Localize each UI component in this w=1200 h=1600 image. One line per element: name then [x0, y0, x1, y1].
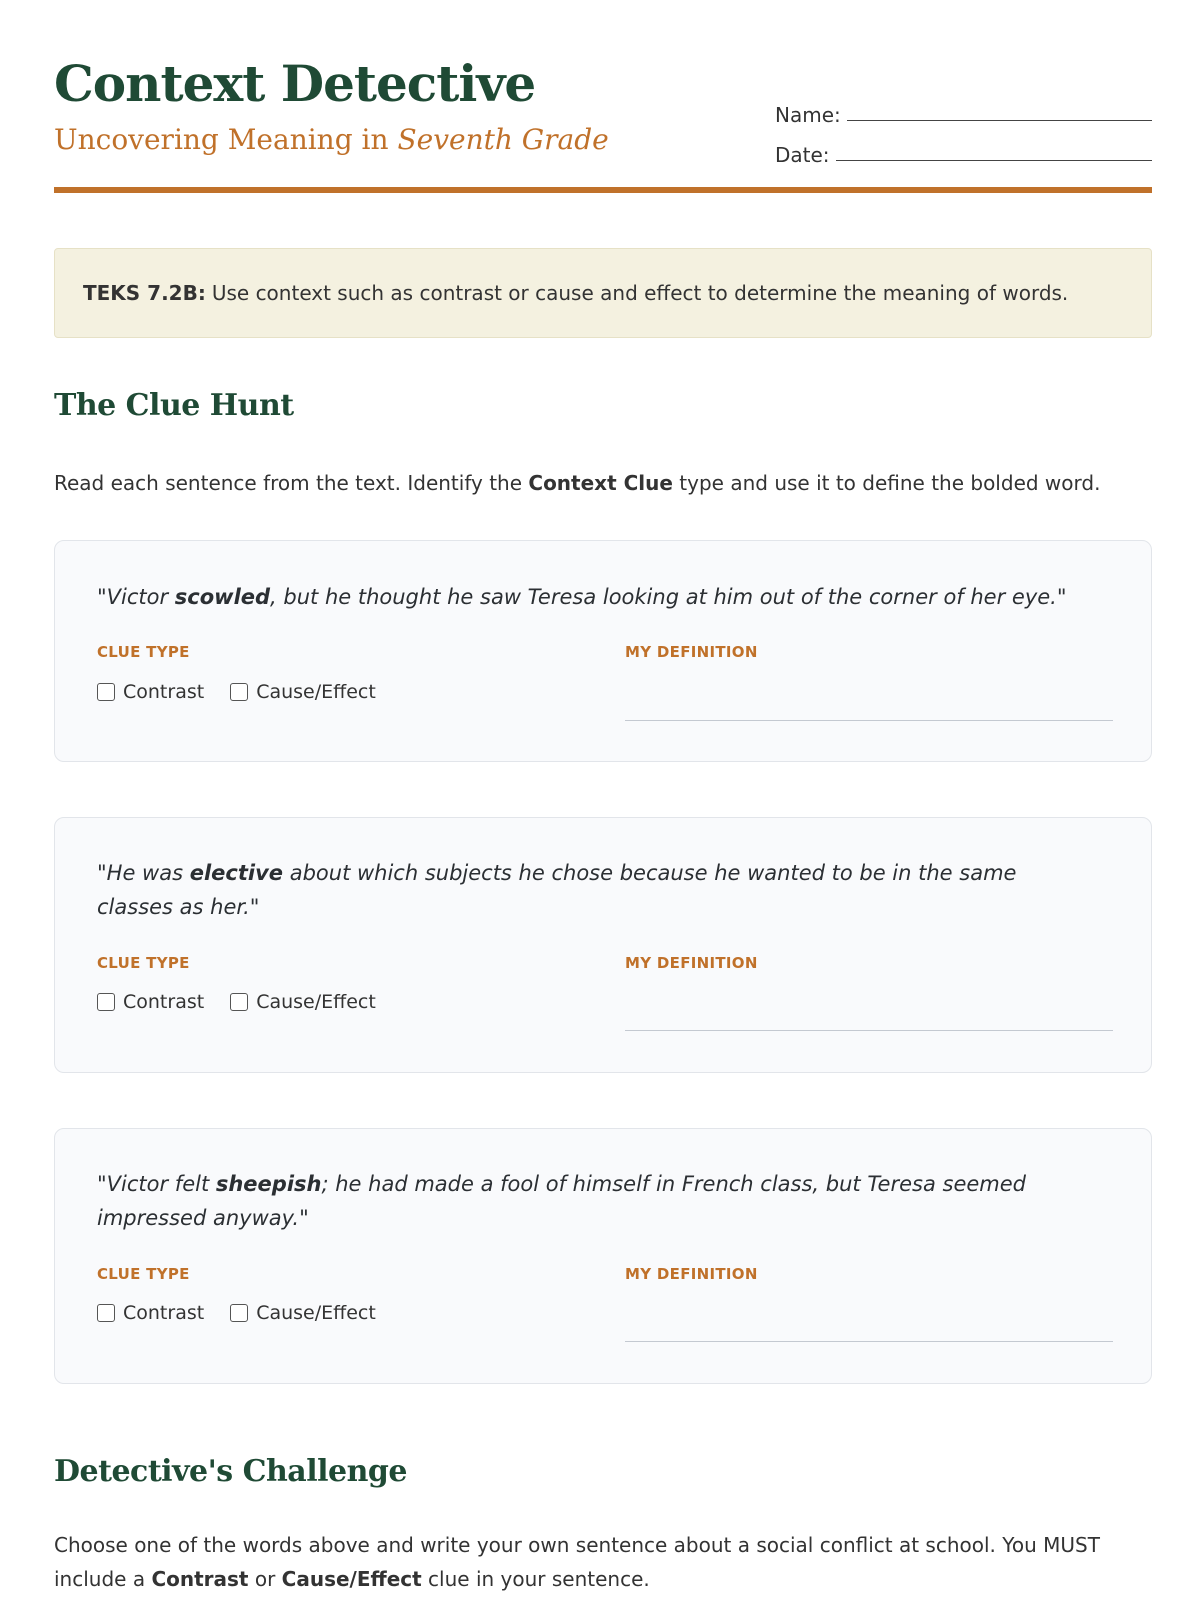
contrast-option[interactable] — [97, 991, 204, 1013]
clue-type-label: CLUE TYPE — [97, 643, 190, 661]
clue-type-label: CLUE TYPE — [97, 954, 190, 972]
target-word: elective — [189, 861, 284, 885]
target-word: scowled — [174, 585, 271, 609]
clue-type-options — [97, 1302, 402, 1324]
contrast-label: Contrast — [123, 1302, 205, 1324]
instructions-text-end: type and use it to define the bolded word. — [672, 471, 1101, 495]
contrast-label: Contrast — [123, 681, 205, 703]
cause-effect-label: Cause/Effect — [256, 681, 376, 703]
definition-label: MY DEFINITION — [625, 1265, 758, 1283]
student-info — [775, 87, 1152, 167]
challenge-bold-contrast: Contrast — [151, 1567, 249, 1591]
cause-effect-checkbox[interactable] — [230, 1304, 248, 1322]
clue-hunt-title: The Clue Hunt — [54, 388, 294, 423]
quote-post: ; he had made a fool of himself in French class, but Teresa seemed impressed anyway." — [97, 1172, 1026, 1230]
clue-type-options — [97, 991, 402, 1013]
target-word: sheepish — [215, 1172, 322, 1196]
contrast-checkbox[interactable] — [97, 1304, 115, 1322]
cause-effect-label: Cause/Effect — [256, 991, 376, 1013]
definition-answer-line[interactable] — [625, 1341, 1113, 1342]
cause-effect-option[interactable] — [230, 1302, 376, 1324]
quote-sentence — [97, 856, 1097, 924]
contrast-option[interactable] — [97, 681, 204, 703]
clue-type-options — [97, 681, 402, 703]
teks-code: TEKS 7.2B: — [83, 281, 206, 305]
quote-sentence — [97, 580, 1097, 614]
challenge-text-or: or — [248, 1567, 282, 1591]
clue-card-1 — [54, 540, 1152, 762]
teks-text: Use context such as contrast or cause and effect to determine the meaning of words. — [211, 281, 1069, 305]
definition-answer-line[interactable] — [625, 1030, 1113, 1031]
page-title: Context Detective — [54, 54, 536, 113]
name-line — [775, 87, 1152, 127]
challenge-bold-cause: Cause/Effect — [281, 1567, 422, 1591]
clue-card-3 — [54, 1128, 1152, 1384]
contrast-checkbox[interactable] — [97, 683, 115, 701]
definition-label: MY DEFINITION — [625, 954, 758, 972]
definition-label: MY DEFINITION — [625, 643, 758, 661]
cause-effect-checkbox[interactable] — [230, 993, 248, 1011]
quote-pre: "Victor — [97, 585, 175, 609]
contrast-label: Contrast — [123, 991, 205, 1013]
date-blank[interactable] — [836, 159, 1152, 161]
date-label: Date: — [775, 143, 830, 167]
page-subtitle — [54, 120, 609, 160]
cause-effect-checkbox[interactable] — [230, 683, 248, 701]
cause-effect-option[interactable] — [230, 991, 376, 1013]
cause-effect-option[interactable] — [230, 681, 376, 703]
clue-hunt-instructions — [54, 466, 1152, 500]
clue-type-label: CLUE TYPE — [97, 1265, 190, 1283]
name-blank[interactable] — [847, 119, 1152, 121]
challenge-title: Detective's Challenge — [54, 1454, 407, 1489]
challenge-text: Choose one of the words above and write your own sentence about a social conflict at school. You MUST include a — [54, 1533, 1100, 1591]
definition-answer-line[interactable] — [625, 720, 1113, 721]
quote-pre: "He was — [97, 861, 190, 885]
contrast-checkbox[interactable] — [97, 993, 115, 1011]
quote-sentence — [97, 1167, 1097, 1235]
date-line — [775, 127, 1152, 167]
quote-post: about which subjects he chose because he wanted to be in the same classes as her." — [97, 861, 1017, 919]
teks-standard-box — [54, 248, 1152, 338]
subtitle-grade: Seventh Grade — [397, 123, 609, 156]
quote-pre: "Victor felt — [97, 1172, 216, 1196]
clue-card-2 — [54, 817, 1152, 1073]
instructions-text: Read each sentence from the text. Identify the — [54, 471, 529, 495]
challenge-text-end: clue in your sentence. — [421, 1567, 650, 1591]
instructions-bold: Context Clue — [528, 471, 673, 495]
header-divider — [54, 187, 1152, 193]
header — [54, 52, 1152, 192]
contrast-option[interactable] — [97, 1302, 204, 1324]
quote-post: , but he thought he saw Teresa looking at him out of the corner of her eye." — [270, 585, 1067, 609]
name-label: Name: — [775, 103, 841, 127]
challenge-instructions — [54, 1528, 1152, 1596]
subtitle-prefix: Uncovering Meaning in — [54, 123, 398, 156]
cause-effect-label: Cause/Effect — [256, 1302, 376, 1324]
